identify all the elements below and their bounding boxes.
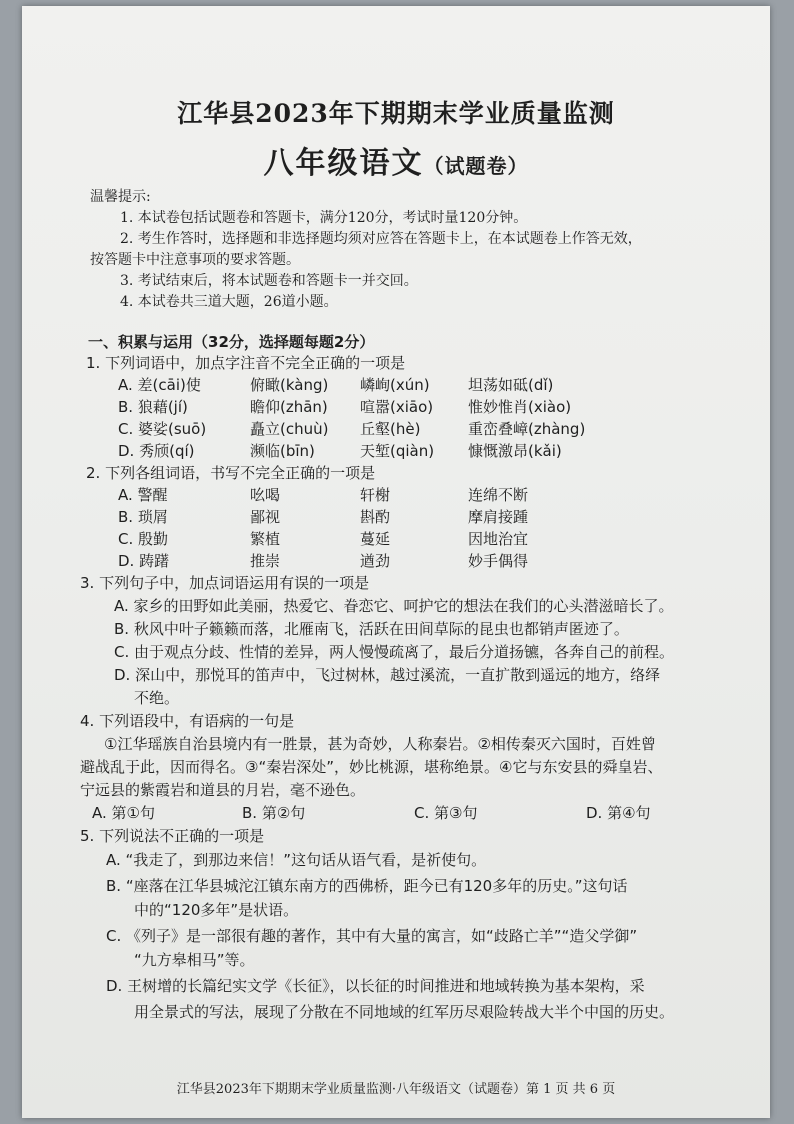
q1-option: 瞻仰(zhān) (250, 398, 328, 416)
q5-option-cont: 用全景式的写法，展现了分散在不同地域的红军历尽艰险转战大半个中国的历史。 (134, 1003, 675, 1021)
q1-option: 天堑(qiàn) (360, 442, 435, 460)
q4-passage-line: ①江华瑶族自治县境内有一胜景，甚为奇妙，人称秦岩。②相传秦灭六国时，百姓曾 (104, 735, 656, 753)
q1-option: C. 婆娑(suō) (118, 420, 207, 438)
q2-option: 推崇 (250, 552, 281, 570)
q2-option: C. 殷勤 (118, 530, 169, 548)
q5-stem: 5. 下列说法不正确的一项是 (80, 827, 265, 845)
q2-option: B. 琐屑 (118, 508, 168, 526)
exam-title: 江华县2023年下期期末学业质量监测 (177, 99, 615, 128)
q4-passage-line: 宁远县的紫霞岩和道县的月岩，毫不逊色。 (80, 781, 366, 799)
q1-option: D. 秀颀(qí) (118, 442, 195, 460)
q1-option: 丘壑(hè) (360, 420, 421, 438)
tips-label: 温馨提示: (90, 189, 151, 205)
tip-item: 3. 考试结束后，将本试题卷和答题卡一并交回。 (120, 273, 418, 289)
q2-option: 吆喝 (250, 486, 281, 504)
q2-option: 鄙视 (250, 508, 281, 526)
q3-option-cont: 不绝。 (134, 689, 180, 707)
q2-option: 繁植 (250, 530, 281, 548)
q1-option: 濒临(bīn) (250, 442, 315, 460)
q4-stem: 4. 下列语段中，有语病的一句是 (80, 712, 295, 730)
tip-item: 2. 考生作答时，选择题和非选择题均须对应答在答题卡上，在本试题卷上作答无效， (120, 231, 642, 247)
page-footer: 江华县2023年下期期末学业质量监测·八年级语文（试题卷）第 1 页 共 6 页 (176, 1082, 616, 1097)
tip-item: 按答题卡中注意事项的要求答题。 (90, 252, 300, 268)
q5-option: B. “座落在江华县城沱江镇东南方的西佛桥，距今已有120多年的历史。”这句话 (106, 877, 628, 895)
subject-title (22, 138, 770, 182)
q1-option: 喧嚣(xiāo) (360, 398, 434, 416)
q2-stem: 2. 下列各组词语，书写不完全正确的一项是 (86, 464, 376, 482)
q2-option: 妙手偶得 (468, 552, 529, 570)
q2-option: 连绵不断 (468, 486, 529, 504)
section-title: 一、积累与运用（32分，选择题每题2分） (88, 333, 375, 351)
q3-option: D. 深山中，那悦耳的笛声中，飞过树林，越过溪流，一直扩散到遥远的地方，络绎 (114, 666, 661, 684)
q5-option-cont: “九方皋相马”等。 (134, 951, 255, 969)
q1-option: 嶙峋(xún) (360, 376, 430, 394)
q1-option: B. 狼藉(jí) (118, 398, 188, 416)
q2-option: 轩榭 (360, 486, 391, 504)
q5-option: D. 王树增的长篇纪实文学《长征》，以长征的时间推进和地域转换为基本架构，采 (106, 977, 645, 995)
q4-option: D. 第④句 (586, 804, 651, 822)
tip-item: 4. 本试卷共三道大题，26道小题。 (120, 294, 338, 310)
q2-option: 斟酌 (360, 508, 391, 526)
q3-stem: 3. 下列句子中，加点词语运用有误的一项是 (80, 574, 370, 592)
q4-option: B. 第②句 (242, 804, 306, 822)
q1-option: 慷慨激昂(kǎi) (468, 442, 562, 460)
q1-option: A. 差(cāi)使 (118, 376, 201, 394)
q3-option: B. 秋风中叶子籁籁而落，北雁南飞，活跃在田间草际的昆虫也都销声匿迹了。 (114, 620, 629, 638)
exam-sheet (22, 6, 770, 1118)
q4-option: A. 第①句 (92, 804, 155, 822)
q4-passage-line: 避战乱于此，因而得名。③“秦岩深处”，妙比桃源，堪称绝景。④它与东安县的舜皇岩、 (80, 758, 663, 776)
q5-option: A. “我走了，到那边来信！”这句话从语气看，是祈使句。 (106, 851, 487, 869)
q3-option: A. 家乡的田野如此美丽，热爱它、眷恋它、呵护它的想法在我们的心头潜滋暗长了。 (114, 597, 674, 615)
q2-option: D. 踌躇 (118, 552, 170, 570)
q3-option: C. 由于观点分歧、性情的差异，两人慢慢疏离了，最后分道扬镳，各奔自己的前程。 (114, 643, 675, 661)
q2-option: 蔓延 (360, 530, 391, 548)
q1-option: 矗立(chuù) (250, 420, 329, 438)
subject-note: （试题卷） (423, 154, 529, 178)
q1-option: 俯瞰(kàng) (250, 376, 329, 394)
tip-item: 1. 本试卷包括试题卷和答题卡，满分120分，考试时量120分钟。 (120, 210, 528, 226)
q1-option: 重峦叠嶂(zhàng) (468, 420, 586, 438)
q2-option: A. 警醒 (118, 486, 168, 504)
q2-option: 遒劲 (360, 552, 391, 570)
q1-option: 坦荡如砥(dǐ) (468, 376, 554, 394)
q4-option: C. 第③句 (414, 804, 478, 822)
q5-option: C. 《列子》是一部很有趣的著作，其中有大量的寓言，如“歧路亡羊”“造父学御” (106, 927, 638, 945)
q2-option: 因地治宜 (468, 530, 529, 548)
q1-option: 惟妙惟肖(xiào) (468, 398, 572, 416)
subject-name: 八年级语文 (263, 146, 424, 181)
q1-stem: 1. 下列词语中，加点字注音不完全正确的一项是 (86, 354, 406, 372)
q2-option: 摩肩接踵 (468, 508, 529, 526)
q5-option-cont: 中的“120多年”是状语。 (134, 901, 299, 919)
